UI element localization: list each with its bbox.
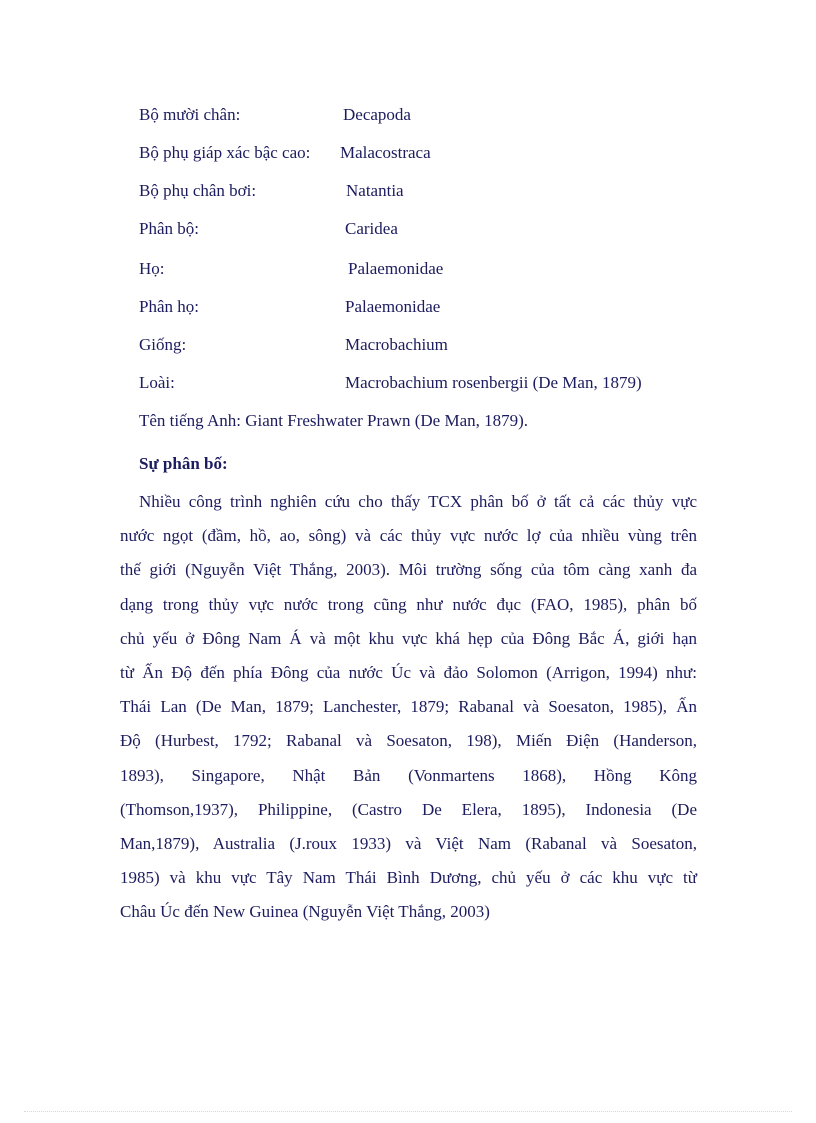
paragraph-line: Châu Úc đến New Guinea (Nguyễn Việt Thắng, 2003) [120,902,490,922]
paragraph-line: từ Ấn Độ đến phía Đông của nước Úc và đảo Solomon (Arrigon, 1994) như: [120,662,697,682]
taxonomy-label: Loài: [139,373,175,392]
taxonomy-label: Họ: [139,259,165,278]
taxonomy-label: Phân bộ: [139,219,199,238]
paragraph-line: dạng trong thủy vực nước trong cũng như nước đục (FAO, 1985), phân bố [120,594,697,614]
taxonomy-label: Bộ phụ chân bơi: [139,181,257,200]
paragraph-line: chủ yếu ở Đông Nam Á và một khu vực khá hẹp của Đông Bắc Á, giới hạn [120,628,697,648]
paragraph-line: Độ (Hurbest, 1792; Rabanal và Soesaton, 198), Miến Điện (Handerson, [120,731,697,751]
footer-divider [24,1111,792,1112]
paragraph-line: 1985) và khu vực Tây Nam Thái Bình Dương, chủ yếu ở các khu vực từ [120,868,697,888]
taxonomy-value: Caridea [345,219,398,238]
taxonomy-value: Palaemonidae [345,297,441,316]
taxonomy-label: Phân họ: [139,297,199,316]
taxonomy-label: Giống: [139,335,187,354]
paragraph-line: thế giới (Nguyễn Việt Thắng, 2003). Môi trường sống của tôm càng xanh đa [120,560,697,580]
taxonomy-value: Decapoda [343,105,411,124]
taxonomy-value: Malacostraca [340,143,431,162]
paragraph-line: (Thomson,1937), Philippine, (Castro De Elera, 1895), Indonesia (De [120,799,697,819]
paragraph-line: Nhiều công trình nghiên cứu cho thấy TCX phân bố ở tất cả các thủy vực [139,492,697,511]
taxonomy-value: Natantia [346,181,404,200]
taxonomy-value: Palaemonidae [348,259,444,278]
paragraph-line: Thái Lan (De Man, 1879; Lanchester, 1879; Rabanal và Soesaton, 1985), Ấn [120,697,697,717]
taxonomy-label: Bộ phụ giáp xác bậc cao: [139,143,311,162]
paragraph-line: nước ngọt (đầm, hồ, ao, sông) và các thủy vực nước lợ của nhiều vùng trên [120,526,697,546]
distribution-paragraph [120,485,697,929]
section-heading: Sự phân bố: [139,454,228,473]
paragraph-line: Man,1879), Australia (J.roux 1933) và Việt Nam (Rabanal và Soesaton, [120,833,697,853]
english-name: Tên tiếng Anh: Giant Freshwater Prawn (De Man, 1879). [139,411,529,430]
taxonomy-value: Macrobachium [345,335,448,354]
taxonomy-value: Macrobachium rosenbergii (De Man, 1879) [345,373,642,392]
paragraph-line: 1893), Singapore, Nhật Bản (Vonmartens 1868), Hồng Kông [120,765,697,785]
taxonomy-label: Bộ mười chân: [139,105,241,124]
